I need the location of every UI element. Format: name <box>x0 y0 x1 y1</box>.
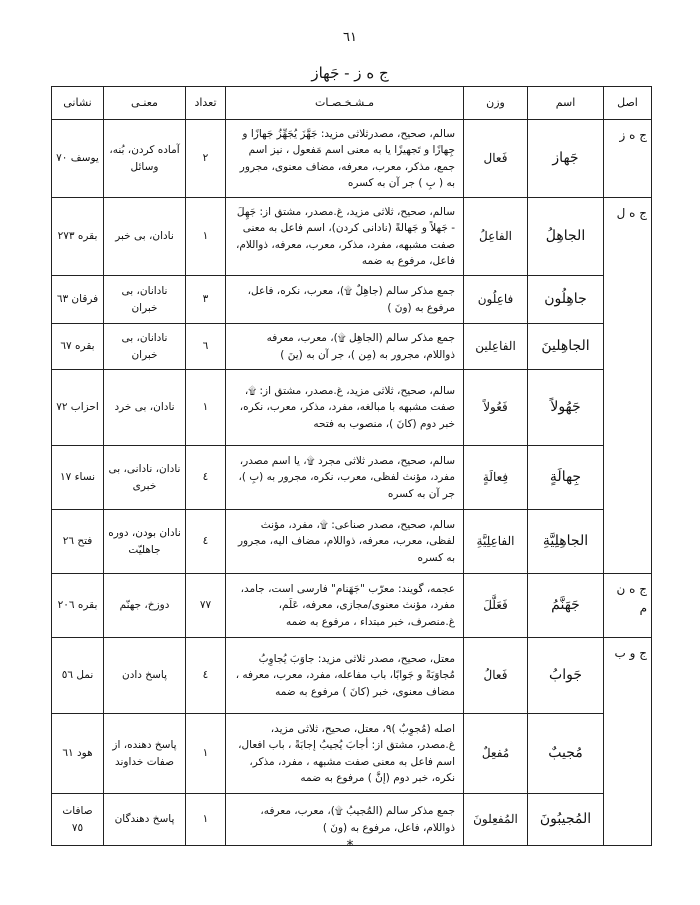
reference-cell: فتح ٢٦ <box>52 510 104 574</box>
pattern-cell: فَعَلَّلَ <box>464 574 528 638</box>
description-cell: سالم، صحيح، مصدر صناعى: ۩، مفرد، مؤنث لفظى، معرب، معرفه، ذواللام، مضاف اليه، مجرور به كسره <box>226 510 464 574</box>
count-cell: ٤ <box>186 638 226 714</box>
description-cell: معتل، صحيح، مصدر ثلاثى مزيد: جاوَبَ يُجاوِبُ مُجاوَبَةً و جَوابًا، باب مفاعله، مفرد، معرب، معرفه ، مضاف معنوى، خبر (كانَ ) مرفوع به ضمه <box>226 638 464 714</box>
word-cell: الجاهِلُ <box>528 198 604 276</box>
header-wazn: وزن <box>464 87 528 120</box>
pattern-cell: فِعالَةٍ <box>464 446 528 510</box>
pattern-cell: الفاعِلُ <box>464 198 528 276</box>
count-cell: ١ <box>186 794 226 846</box>
count-cell: ١ <box>186 198 226 276</box>
root-cell: ج و ب <box>604 638 652 846</box>
table-row <box>52 120 652 198</box>
reference-cell: يوسف ٧٠ <box>52 120 104 198</box>
table-row <box>52 446 652 510</box>
header-mana: معنـی <box>104 87 186 120</box>
reference-cell: احزاب ٧٢ <box>52 370 104 446</box>
reference-cell: بقره ٢٠٦ <box>52 574 104 638</box>
reference-cell: بقره ٦٧ <box>52 324 104 370</box>
meaning-cell: پاسخ دادن <box>104 638 186 714</box>
reference-cell: هود ٦١ <box>52 714 104 794</box>
word-cell: جَهاز <box>528 120 604 198</box>
description-cell: جمع مذكر سالم (جاهِلٌ ۩)، معرب، نكره، فاعل، مرفوع به (ونَ ) <box>226 276 464 324</box>
meaning-cell: نادانان، بی خبران <box>104 276 186 324</box>
reference-cell: نمل ٥٦ <box>52 638 104 714</box>
table-row <box>52 370 652 446</box>
pattern-cell: فَعُولاً <box>464 370 528 446</box>
description-cell: سالم، صحيح، مصدرثلاثى مزيد: جَهَّزَ يُجَهِّزُ جَهازًا و جِهازًا و تَجهيزًا يا به معنى اسم مَفعول ، نيز اسم جمع، مذكر، معرب، معرفه، مضاف معنوى، مجرور به ( بِ ) جر آن به كسره <box>226 120 464 198</box>
word-cell: مُجيبٌ <box>528 714 604 794</box>
word-cell: جِهالَةٍ <box>528 446 604 510</box>
meaning-cell: آماده كردن، بُنه، وسائل <box>104 120 186 198</box>
table-row <box>52 510 652 574</box>
header-ism: اسم <box>528 87 604 120</box>
table-row <box>52 638 652 714</box>
header-asl: اصل <box>604 87 652 120</box>
count-cell: ٤ <box>186 510 226 574</box>
pattern-cell: مُفعِلٌ <box>464 714 528 794</box>
count-cell: ١ <box>186 714 226 794</box>
description-cell: سالم، صحيح، مصدر ثلاثى مجرد ۩، يا اسم مصدر، مفرد، مؤنث لفظى، معرب، نكره، مجرور به (بِ )، جر آن به كسره <box>226 446 464 510</box>
count-cell: ١ <box>186 370 226 446</box>
word-cell: جاهِلُون <box>528 276 604 324</box>
table-row <box>52 198 652 276</box>
pattern-cell: فاعِلُون <box>464 276 528 324</box>
table-row <box>52 324 652 370</box>
root-cell: ج ه ز <box>604 120 652 198</box>
meaning-cell: نادانان، بی خبران <box>104 324 186 370</box>
count-cell: ٧٧ <box>186 574 226 638</box>
count-cell: ٤ <box>186 446 226 510</box>
word-cell: جَهَنَّمُ <box>528 574 604 638</box>
pattern-cell: فَعال <box>464 120 528 198</box>
count-cell: ٦ <box>186 324 226 370</box>
meaning-cell: دوزخ، جهنّم <box>104 574 186 638</box>
header-tedad: تعداد <box>186 87 226 120</box>
pattern-cell: المُفعِلونَ <box>464 794 528 846</box>
count-cell: ٢ <box>186 120 226 198</box>
count-cell: ٣ <box>186 276 226 324</box>
description-cell: سالم، صحيح، ثلاثى مزيد، غ.مصدر، مشتق از: جَهِلَ - جَهلاً و جَهالةً (نادانی کردن)، اسم فاعل به معنى صفت مشبهه، مفرد، مذكر، معرب، معرفه، ذواللام، فاعل، مرفوع به ضمه <box>226 198 464 276</box>
reference-cell: فرقان ٦٣ <box>52 276 104 324</box>
description-cell: سالم، صحيح، ثلاثى مزيد، غ.مصدر، مشتق از: ۩، صفت مشبهه با مبالغه، مفرد، مذكر، معرب، نكره، خبر دوم (كانَ )، منصوب به فتحه <box>226 370 464 446</box>
root-cell: ج ه ن م <box>604 574 652 638</box>
word-cell: المُجيبُونَ <box>528 794 604 846</box>
reference-cell: نساء ١٧ <box>52 446 104 510</box>
pattern-cell: الفاعِلين <box>464 324 528 370</box>
footer-mark: * <box>346 838 354 854</box>
header-neshani: نشانی <box>52 87 104 120</box>
table-row <box>52 574 652 638</box>
table-row <box>52 714 652 794</box>
meaning-cell: پاسخ دهندگان <box>104 794 186 846</box>
lexicon-table <box>51 86 652 846</box>
description-cell: جمع مذكر سالم (المُجيبُ ۩)، معرب، معرفه، ذواللام، فاعل، مرفوع به (ونَ ) <box>226 794 464 846</box>
meaning-cell: پاسخ دهنده، از صفات خداوند <box>104 714 186 794</box>
word-cell: الجاهِلِيَّةِ <box>528 510 604 574</box>
description-cell: عجمه، گويند: معرّب "جَهَنام" فارسى است، جامد، مفرد، مؤنث معنوى/مجازى، معرفه، عَلَم، غ.منصرف، خبر مبتداء ، مرفوع به ضمه <box>226 574 464 638</box>
description-cell: اصله (مُجوِبٌ )٩، معتل، صحيح، ثلاثى مزيد، غ.مصدر، مشتق از: أجابَ يُجيبُ إجابَةً ، باب افعال، اسم فاعل به معنى صفت مشبهه ، مفرد، مذكر، نكره، خبر دوم (إنَّ ) مرفوع به ضمه <box>226 714 464 794</box>
header-moshakhasat: مـشـخـصـات <box>226 87 464 120</box>
meaning-cell: نادان بودن، دوره جاهليّت <box>104 510 186 574</box>
pattern-cell: فَعالُ <box>464 638 528 714</box>
meaning-cell: نادان، بی خبر <box>104 198 186 276</box>
word-cell: جَهُولاً <box>528 370 604 446</box>
page-number: ٦١ <box>343 30 357 45</box>
meaning-cell: نادان، نادانی، بی خبری <box>104 446 186 510</box>
reference-cell: صافات ٧٥ <box>52 794 104 846</box>
word-cell: جَوابُ <box>528 638 604 714</box>
meaning-cell: نادان، بی خرد <box>104 370 186 446</box>
reference-cell: بقره ٢٧٣ <box>52 198 104 276</box>
word-cell: الجاهِلينَ <box>528 324 604 370</box>
description-cell: جمع مذكر سالم (الجاهِل ۩)، معرب، معرفه ذواللام، مجرور به (مِن )، جر آن به (ينَ ) <box>226 324 464 370</box>
table-row <box>52 276 652 324</box>
page-title: ج ه ز - جَهاز <box>311 64 389 82</box>
table-header-row <box>52 87 652 120</box>
pattern-cell: الفاعِلِيَّةِ <box>464 510 528 574</box>
root-cell: ج ه ل <box>604 198 652 574</box>
table-body <box>52 120 652 846</box>
